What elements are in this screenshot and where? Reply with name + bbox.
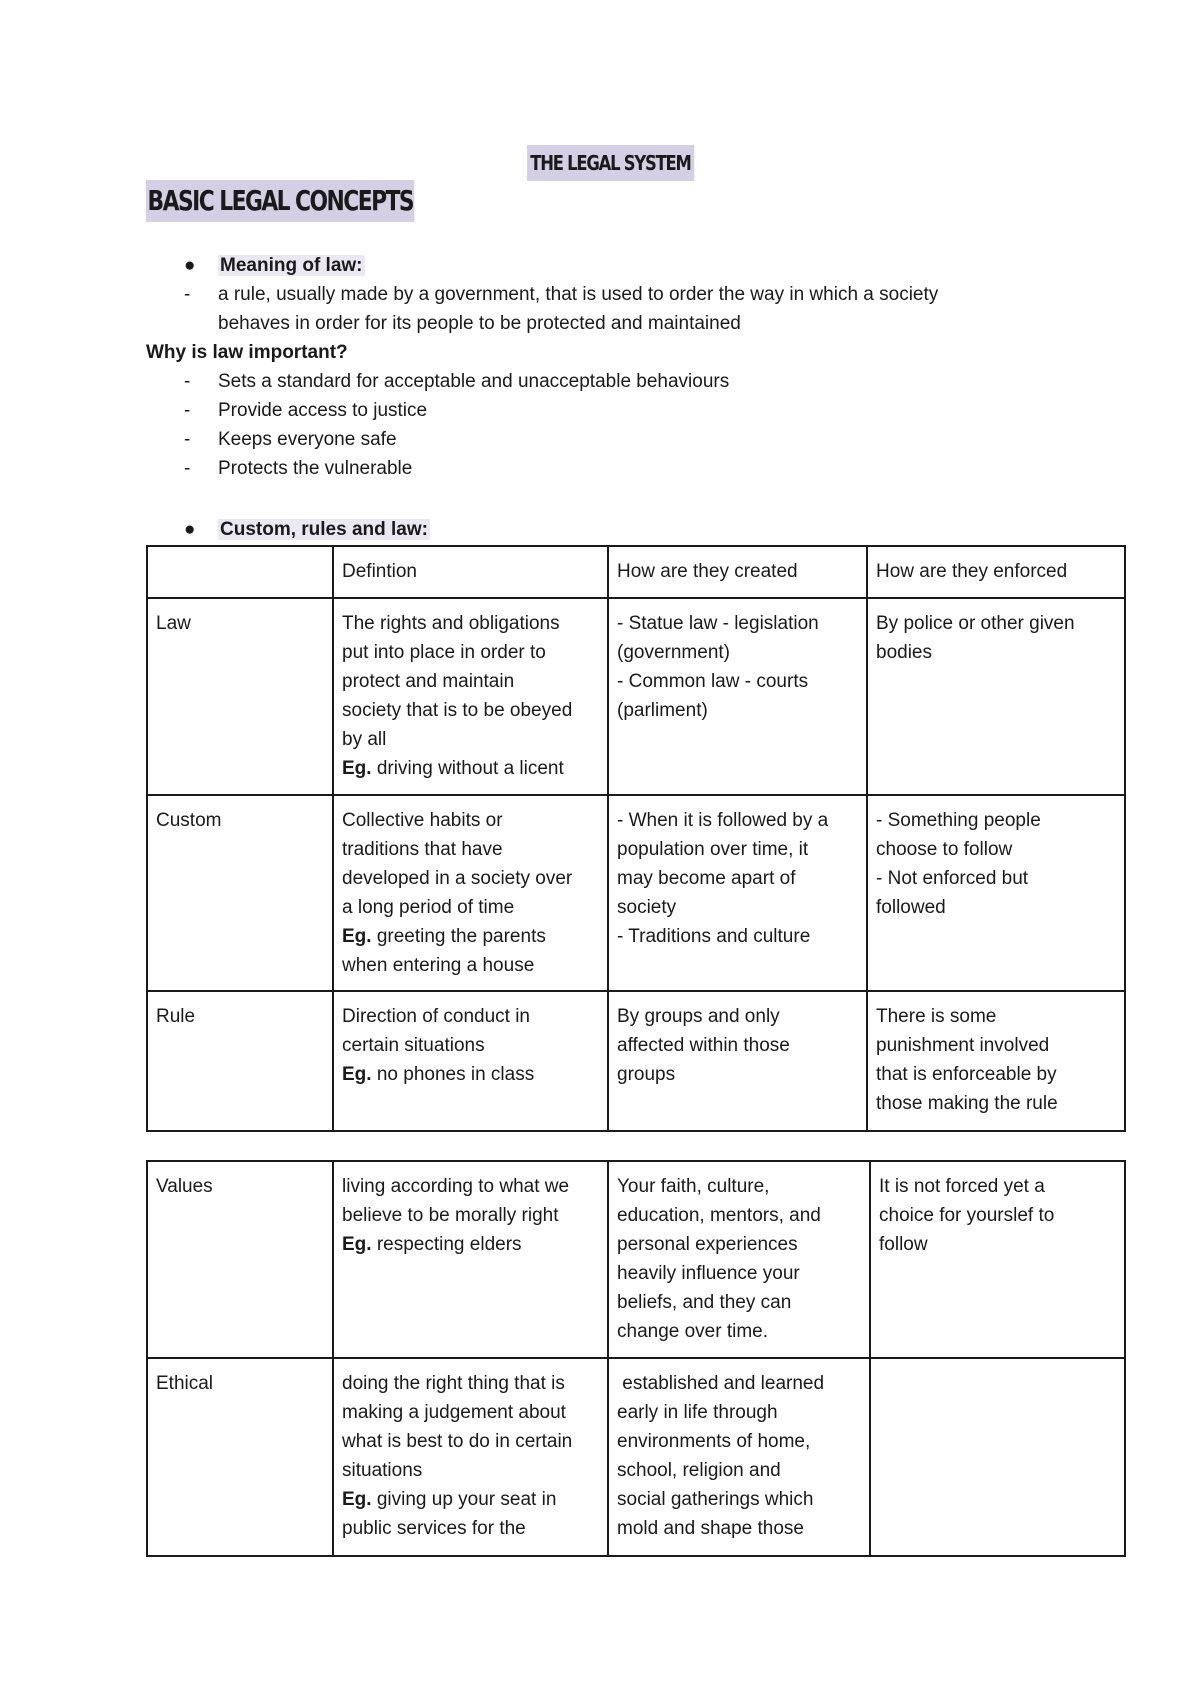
example-text: no phones in class (371, 1064, 535, 1085)
cell-line: a long period of time (342, 897, 515, 918)
cell-line: - Something people (876, 810, 1041, 831)
custom-rules-law-label: Custom, rules and law: (220, 519, 428, 540)
header-cell: Defintion (333, 546, 608, 598)
example-line (342, 1230, 599, 1259)
document-title: THE LEGAL SYSTEM (527, 145, 694, 181)
enforced-cell (867, 795, 1125, 991)
importance-item-text: Protects the vulnerable (218, 458, 413, 479)
cell-line: society (617, 897, 677, 918)
table-row (147, 991, 1125, 1131)
importance-item (184, 425, 397, 454)
cell-line: that is enforceable by (876, 1064, 1057, 1085)
created-cell (608, 1161, 870, 1358)
cell-line: choice for yourslef to (879, 1205, 1055, 1226)
example-text: giving up your seat in (371, 1489, 557, 1510)
row-label: Law (147, 598, 333, 795)
header-cell: How are they created (608, 546, 867, 598)
cell-line: - Statue law - legislation (617, 613, 819, 634)
bullet-icon: ● (184, 519, 196, 540)
cell-line: those making the rule (876, 1093, 1058, 1114)
cell-line: doing the right thing that is (342, 1373, 565, 1394)
cell-line: bodies (876, 642, 932, 663)
header-cell (147, 546, 333, 598)
cell-line: put into place in order to (342, 642, 546, 663)
cell-line: society that is to be obeyed (342, 700, 573, 721)
example-line (342, 1060, 599, 1089)
importance-item-text: Keeps everyone safe (218, 429, 397, 450)
cell-line: Collective habits or (342, 810, 503, 831)
cell-line: affected within those (617, 1035, 790, 1056)
cell-line: early in life through (617, 1402, 778, 1423)
definition-cell (333, 991, 608, 1131)
example-text: driving without a licent (371, 758, 564, 779)
cell-line: groups (617, 1064, 676, 1085)
importance-item-text: Sets a standard for acceptable and unacceptable behaviours (218, 371, 730, 392)
cell-line: - Common law - courts (617, 671, 809, 692)
importance-item (184, 396, 428, 425)
importance-item-text: Provide access to justice (218, 400, 428, 421)
table-row (147, 795, 1125, 991)
enforced-cell (867, 598, 1125, 795)
example-text: respecting elders (371, 1234, 522, 1255)
importance-item (184, 367, 730, 396)
cell-line: (government) (617, 642, 730, 663)
cell-line: punishment involved (876, 1035, 1050, 1056)
header-cell: How are they enforced (867, 546, 1125, 598)
cell-line: Your faith, culture, (617, 1176, 770, 1197)
cell-line: established and learned (617, 1373, 825, 1394)
cell-line: certain situations (342, 1035, 485, 1056)
cell-line: protect and maintain (342, 671, 515, 692)
cell-line: choose to follow (876, 839, 1013, 860)
cell-line: personal experiences (617, 1234, 798, 1255)
cell-line: making a judgement about (342, 1402, 566, 1423)
cell-line: Direction of conduct in (342, 1006, 530, 1027)
table-row (147, 1161, 1125, 1358)
cell-line: population over time, it (617, 839, 809, 860)
importance-question: Why is law important? (146, 342, 348, 363)
cell-line: situations (342, 1460, 423, 1481)
example-line (342, 922, 599, 951)
cell-line: - When it is followed by a (617, 810, 829, 831)
cell-line: The rights and obligations (342, 613, 560, 634)
created-cell (608, 991, 867, 1131)
enforced-cell (867, 991, 1125, 1131)
cell-line: There is some (876, 1006, 997, 1027)
importance-item (184, 454, 413, 483)
meaning-of-law-bullet (184, 251, 365, 280)
cell-line: It is not forced yet a (879, 1176, 1045, 1197)
cell-line: by all (342, 729, 387, 750)
example-label: Eg. (342, 1489, 372, 1510)
cell-line: followed (876, 897, 946, 918)
cell-line: believe to be morally right (342, 1205, 559, 1226)
created-cell (608, 795, 867, 991)
row-label: Ethical (147, 1358, 333, 1556)
dash-icon: - (184, 400, 191, 421)
cell-line: - Not enforced but (876, 868, 1029, 889)
cell-line: education, mentors, and (617, 1205, 821, 1226)
cell-line: school, religion and (617, 1460, 781, 1481)
cell-line: heavily influence your (617, 1263, 800, 1284)
example-label: Eg. (342, 1234, 372, 1255)
created-cell (608, 1358, 870, 1556)
cell-line: - Traditions and culture (617, 926, 811, 947)
cell-line: may become apart of (617, 868, 796, 889)
meaning-definition-line-2: behaves in order for its people to be protected and maintained (218, 313, 741, 334)
meaning-definition-line-1 (184, 280, 939, 309)
dash-icon: - (184, 371, 191, 392)
definition-text: a rule, usually made by a government, that is used to order the way in which a society (218, 284, 939, 305)
example-text-continued: when entering a house (342, 955, 535, 976)
definition-cell (333, 598, 608, 795)
definition-cell (333, 1161, 608, 1358)
table-row (147, 1358, 1125, 1556)
cell-line: what is best to do in certain (342, 1431, 573, 1452)
cell-line: change over time. (617, 1321, 769, 1342)
cell-line: developed in a society over (342, 868, 573, 889)
example-text: greeting the parents (371, 926, 546, 947)
values-ethics-table (146, 1160, 1126, 1557)
example-line (342, 1485, 599, 1514)
table-row (147, 598, 1125, 795)
cell-line: social gatherings which (617, 1489, 814, 1510)
table-header-row (147, 546, 1125, 598)
dash-icon: - (184, 429, 191, 450)
concepts-table (146, 545, 1126, 1132)
row-label: Values (147, 1161, 333, 1358)
enforced-cell (870, 1161, 1125, 1358)
cell-line: (parliment) (617, 700, 708, 721)
definition-cell (333, 1358, 608, 1556)
example-label: Eg. (342, 1064, 372, 1085)
example-label: Eg. (342, 926, 372, 947)
cell-line: By groups and only (617, 1006, 780, 1027)
example-label: Eg. (342, 758, 372, 779)
cell-line: traditions that have (342, 839, 503, 860)
cell-line: follow (879, 1234, 928, 1255)
bullet-icon: ● (184, 255, 196, 276)
created-cell (608, 598, 867, 795)
enforced-cell-empty (870, 1358, 1125, 1556)
dash-icon: - (184, 284, 191, 305)
row-label: Custom (147, 795, 333, 991)
row-label: Rule (147, 991, 333, 1131)
cell-line: living according to what we (342, 1176, 570, 1197)
cell-line: By police or other given (876, 613, 1075, 634)
example-line (342, 754, 599, 783)
cell-line: beliefs, and they can (617, 1292, 792, 1313)
meaning-of-law-label: Meaning of law: (220, 255, 363, 276)
dash-icon: - (184, 458, 191, 479)
section-heading: BASIC LEGAL CONCEPTS (146, 180, 415, 222)
cell-line: mold and shape those (617, 1518, 804, 1539)
definition-cell (333, 795, 608, 991)
example-text-continued: public services for the (342, 1518, 526, 1539)
custom-rules-law-bullet (184, 515, 430, 544)
cell-line: environments of home, (617, 1431, 811, 1452)
